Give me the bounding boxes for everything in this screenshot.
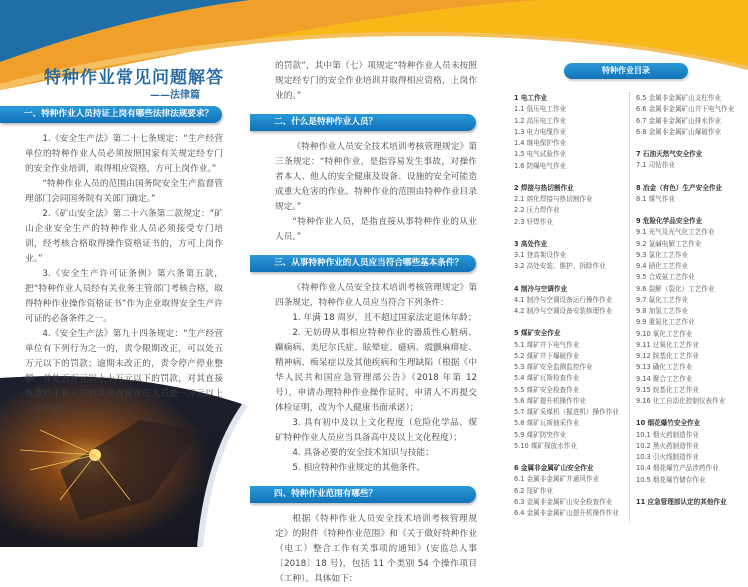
catalog-item: 5.6 煤矿提升机操作作业 <box>514 396 586 405</box>
catalog-item: 9.10 氧化工艺作业 <box>636 329 693 338</box>
catalog-group <box>636 216 734 407</box>
paragraph: 2.《矿山安全法》第二十六条第二款规定：“矿山企业安全生产的特种作业人员必须接受专门培训，经考核合格取得操作资格证书的，方可上岗作业。” <box>25 209 223 264</box>
catalog-group <box>636 497 734 508</box>
catalog-group <box>514 239 619 273</box>
catalog-item: 5.9 煤矿防突作业 <box>514 430 567 439</box>
catalog-item: 9.9 重氮化工艺作业 <box>636 318 695 327</box>
paragraph: 4. 具备必要的安全技术知识与技能； <box>292 448 434 458</box>
catalog-item: 1.6 防爆电气作业 <box>514 161 567 170</box>
catalog-item: 10.3 引火线制造作业 <box>636 453 699 461</box>
catalog-item: 9.4 硝化工艺作业 <box>636 262 689 270</box>
catalog-item: 9.6 裂解（裂化）工艺作业 <box>636 284 715 293</box>
catalog-item: 9.15 烷基化工艺作业 <box>636 385 699 394</box>
catalog-item: 4.1 制冷与空调设备运行操作作业 <box>514 295 613 304</box>
catalog-item: 6.6 金属非金属矿山井下电气作业 <box>636 105 735 114</box>
catalog-item: 9.7 氟化工艺作业 <box>636 295 689 304</box>
catalog-item: 5.10 煤矿探放水作业 <box>514 441 577 450</box>
catalog-group <box>636 149 734 172</box>
catalog-item: 5.7 煤矿采煤机（掘进机）操作作业 <box>514 408 619 416</box>
paragraph: 4.《安全生产法》第九十四条规定：“生产经营单位有下列行为之一的，责令限期改正，可以处五万元以下的罚款；逾期未改正的，责令停产停业整顿，并处五万元以上十万元以下的罚款，对其直接负责的主管人员和其他直接责任人员处一万元以上二万元以下 <box>25 329 223 414</box>
catalog-item: 7.1 司钻作业 <box>636 161 675 170</box>
catalog-item: 5.3 煤矿安全监测监控作业 <box>514 363 593 371</box>
section-3-heading: 三、从事特种作业的人员应当符合哪些基本条件？ <box>250 255 476 272</box>
page-title: 特种作业常见问题解答 <box>44 68 224 88</box>
catalog-item: 6.5 金属非金属矿山支柱作业 <box>636 94 722 102</box>
paragraph: 2. 无妨碍从事相应特种作业的器质性心脏病、癫痫病、美尼尔氏症、眩晕症、癔病、震颤麻痹症、精神病、痴呆症以及其他疾病和生理缺陷（根据《中华人民共和国应急管理部公告》（2018 年第 12 号），申请办理特种作业操作证时，申请人不再提交体检证明，改为个人健康书面承诺）； <box>275 328 477 413</box>
catalog-group <box>514 93 619 172</box>
catalog-item: 10.5 烟花爆竹储存作业 <box>636 475 706 484</box>
catalog-group-title: 10 烟花爆竹安全作业 <box>636 419 701 428</box>
catalog-item: 10.4 烟花爆竹产品涉药作业 <box>636 464 719 473</box>
middle-column <box>275 59 477 587</box>
catalog-group <box>514 183 619 228</box>
catalog-title: 特种作业目录 <box>564 63 688 79</box>
catalog-item: 1.2 高压电工作业 <box>514 116 567 125</box>
catalog-group-title: 8 冶金（有色）生产安全作业 <box>636 183 723 192</box>
section-1-body-continued <box>275 59 477 104</box>
paragraph: “特种作业人员，是指直接从事特种作业的从业人员。” <box>275 217 477 242</box>
catalog-group <box>514 328 619 452</box>
catalog-group-title: 6 金属非金属矿山安全作业 <box>514 464 594 472</box>
catalog-item: 3.1 登高架设作业 <box>514 251 567 259</box>
catalog-item: 1.4 继电保护作业 <box>514 139 567 147</box>
paragraph: “特种作业人员的范围由国务院安全生产监督管理部门会同国务院有关部门确定。” <box>25 179 223 204</box>
section-2-heading: 二、什么是特种作业人员？ <box>250 114 476 131</box>
catalog-item: 5.5 煤矿安全检查作业 <box>514 385 580 394</box>
catalog-group-title: 3 高处作业 <box>514 239 548 248</box>
catalog-item: 9.16 化工自动化控制仪表作业 <box>636 397 726 405</box>
catalog-item: 3.2 高处安装、维护、拆除作业 <box>514 262 606 271</box>
catalog-item: 6.3 金属非金属矿山安全检查作业 <box>514 497 613 506</box>
catalog-item: 1.5 电气试验作业 <box>514 150 567 159</box>
catalog-group-title: 7 石油天然气安全作业 <box>636 150 703 158</box>
catalog-group <box>636 183 734 206</box>
paragraph: 1.《安全生产法》第二十七条规定：“生产经营单位的特种作业人员必须按照国家有关规定经专门的安全作业培训，取得相应资格，方可上岗作业。” <box>25 134 223 174</box>
catalog-item: 9.12 胺基化工艺作业 <box>636 352 699 360</box>
section-1-body <box>25 132 223 417</box>
catalog-item: 9.3 氯化工艺作业 <box>636 250 689 259</box>
catalog-group <box>514 284 619 318</box>
section-2-body <box>275 140 477 245</box>
catalog-group-title: 5 煤矿安全作业 <box>514 329 561 338</box>
catalog-item: 2.1 熔化焊接与热切割作业 <box>514 195 593 203</box>
left-column <box>25 96 223 417</box>
section-4-body <box>275 512 477 587</box>
catalog-item: 9.5 合成氨工艺作业 <box>636 273 695 282</box>
catalog-item: 10.1 烟火药制造作业 <box>636 430 699 439</box>
catalog-item: 9.11 过氧化工艺作业 <box>636 340 699 349</box>
catalog-item: 8.1 煤气作业 <box>636 194 675 203</box>
paragraph: 1. 年满 18 周岁，且不超过国家法定退休年龄； <box>292 313 477 323</box>
catalog-group <box>636 418 734 486</box>
catalog-item: 5.8 煤矿瓦斯抽采作业 <box>514 419 580 428</box>
catalog-item: 2.2 压力焊作业 <box>514 206 560 215</box>
catalog-group-title: 11 应急管理部认定的其他作业 <box>636 497 727 506</box>
paragraph: 5. 相应特种作业规定的其他条件。 <box>292 463 426 473</box>
catalog-item: 9.14 聚合工艺作业 <box>636 374 693 383</box>
catalog-item: 5.1 煤矿井下电气作业 <box>514 340 580 349</box>
catalog-item: 9.13 磺化工艺作业 <box>636 363 693 372</box>
paragraph: 的罚款”，其中第（七）项规定“特种作业人员未按照规定经专门的安全作业培训并取得相应资格，上岗作业的。” <box>275 61 477 101</box>
paragraph: 《特种作业人员安全技术培训考核管理规定》第四条规定，特种作业人员应当符合下列条件： <box>275 283 477 308</box>
catalog-group-title: 4 制冷与空调作业 <box>514 284 568 293</box>
catalog-group-continued <box>636 93 734 138</box>
column-divider <box>629 92 630 522</box>
catalog-item: 6.2 尾矿作业 <box>514 486 553 495</box>
section-1-heading: 一、特种作业人员持证上岗有哪些法律法规要求？ <box>0 106 222 123</box>
catalog-item: 6.4 金属非金属矿山提升机操作作业 <box>514 509 619 517</box>
catalog-list-right <box>636 93 734 519</box>
paragraph: 《特种作业人员安全技术培训考核管理规定》第三条规定：“特种作业，是指容易发生事故，对操作者本人、他人的安全健康及设备、设施的安全可能造成重大危害的作业。特种作业的范围由特种作业目录规定。” <box>275 142 477 212</box>
paragraph: 3.《安全生产许可证条例》第六条第五款，把“特种作业人员经有关业务主管部门考核合格，取得特种作业操作资格证书”作为企业取得安全生产许可证的必备条件之一。 <box>25 269 223 324</box>
catalog-item: 6.8 金属非金属矿山爆破作业 <box>636 127 722 136</box>
catalog-item: 5.4 煤矿瓦斯检查作业 <box>514 374 580 383</box>
catalog-item: 4.2 制冷与空调设备安装修理作业 <box>514 307 613 315</box>
catalog-item: 1.3 电力电缆作业 <box>514 127 567 136</box>
catalog-group-title: 1 电工作业 <box>514 94 548 102</box>
catalog-item: 9.2 氯碱电解工艺作业 <box>636 239 702 248</box>
catalog-item: 10.2 黑火药制造作业 <box>636 441 699 450</box>
catalog-group-title: 2 焊接与热切割作业 <box>514 183 574 192</box>
catalog-item: 5.2 煤矿井下爆破作业 <box>514 351 580 360</box>
catalog-item: 1.1 低压电工作业 <box>514 105 567 114</box>
catalog-item: 9.1 光气及光气化工艺作业 <box>636 228 715 237</box>
catalog-group <box>514 463 619 519</box>
catalog-item: 9.8 加氢工艺作业 <box>636 307 689 315</box>
catalog-group-title: 9 危险化学品安全作业 <box>636 217 703 225</box>
page-subtitle: ——法律篇 <box>150 90 200 101</box>
catalog-item: 2.3 钎焊作业 <box>514 217 553 226</box>
section-4-heading: 四、特种作业范围有哪些？ <box>250 486 476 503</box>
catalog-item: 6.7 金属非金属矿山排水作业 <box>636 116 722 125</box>
catalog-list-left <box>514 93 619 530</box>
catalog-item: 6.1 金属非金属矿井通风作业 <box>514 475 600 484</box>
paragraph: 根据《特种作业人员安全技术培训考核管理规定》的附件《特种作业范围》和《关于做好特种作业（电工）整合工作有关事项的通知》(安监总人事〔2018〕18 号)，包括 11 个类别 54 个操作项目（工种）。具体如下： <box>275 514 477 584</box>
section-3-body <box>275 281 477 476</box>
paragraph: 3. 具有初中及以上文化程度（危险化学品、煤矿特种作业人员应当具备高中及以上文化程度）； <box>275 418 477 443</box>
